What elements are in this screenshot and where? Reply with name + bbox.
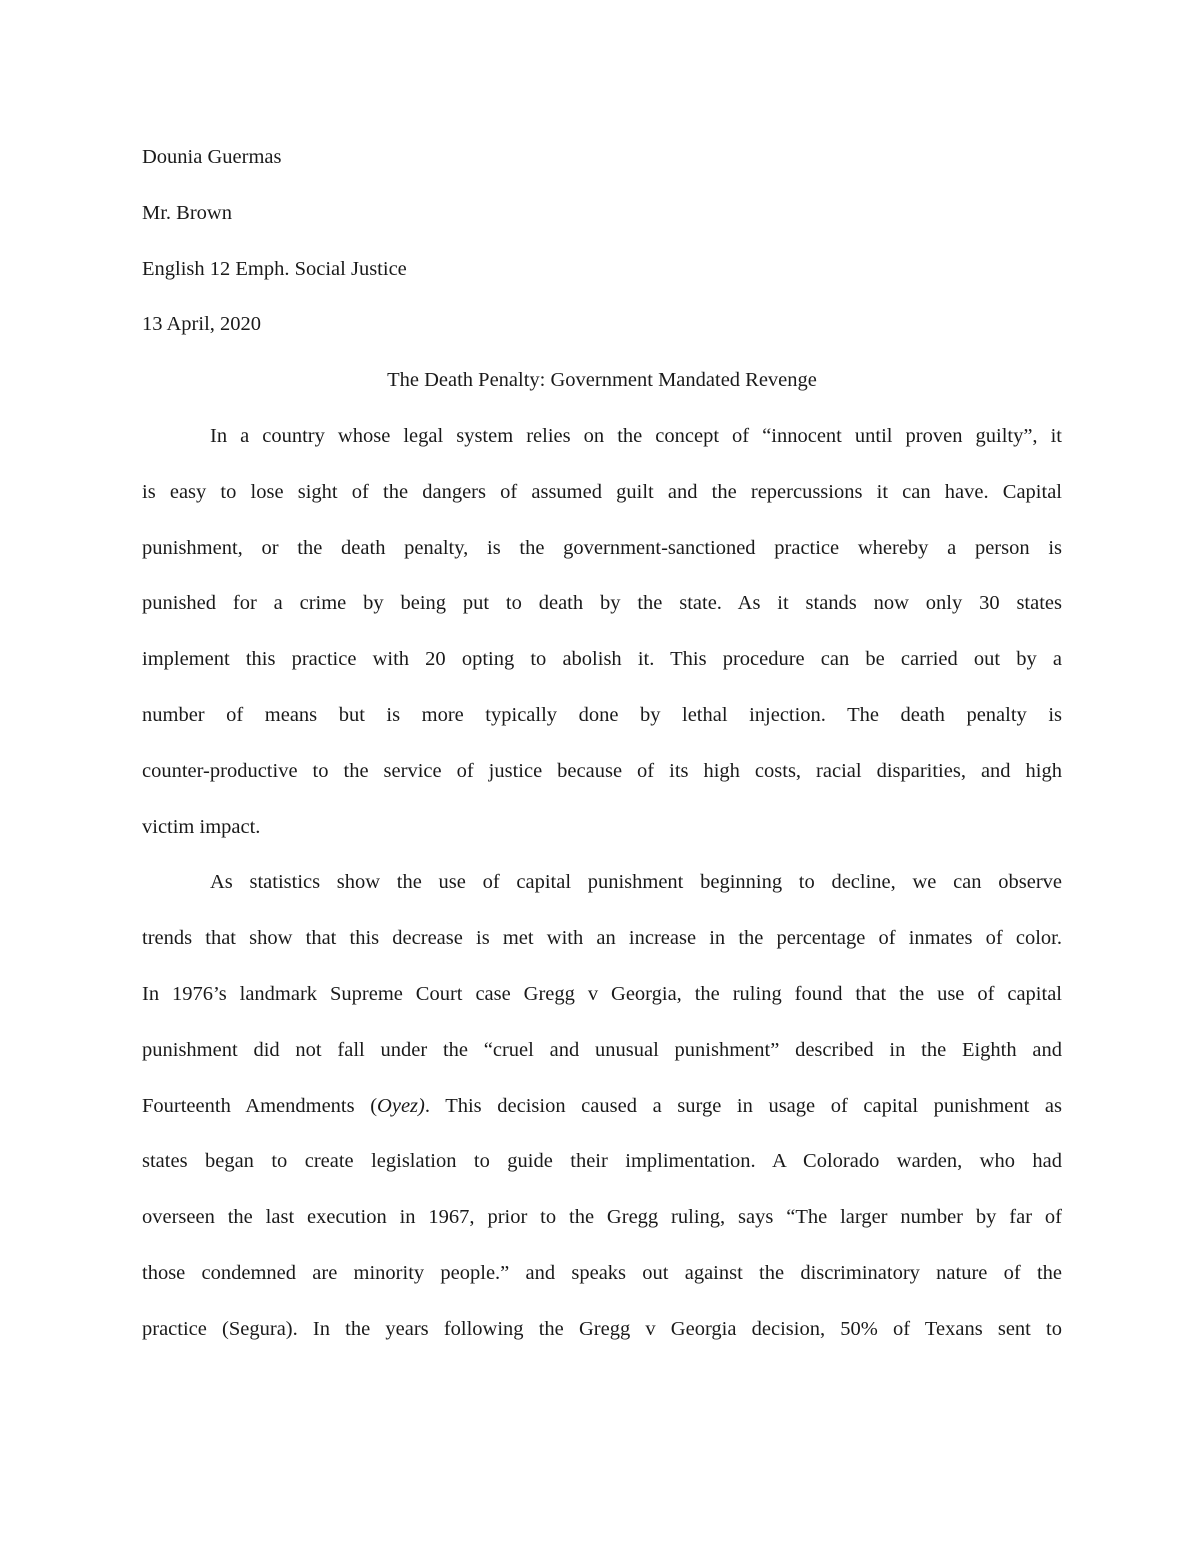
paragraph-line: punished for a crime by being put to death by the state. As it stands now only 30 states [142,592,1062,615]
paragraph-line: number of means but is more typically done by lethal injection. The death penalty is [142,703,1062,726]
citation-oyez: Oyez) [377,1094,425,1117]
paragraph-line: As statistics show the use of capital punishment beginning to decline, we can observe [210,871,1062,894]
paragraph-line: punishment, or the death penalty, is the government-sanctioned practice whereby a person is [142,536,1062,559]
paragraph-line: In 1976’s landmark Supreme Court case Gregg v Georgia, the ruling found that the use of capital [142,982,1062,1005]
course-name: English 12 Emph. Social Justice [142,257,407,280]
student-name: Dounia Guermas [142,146,282,168]
paragraph-line: counter-productive to the service of justice because of its high costs, racial disparities, and high [142,759,1062,782]
paragraph-2 [142,862,1062,1364]
essay-date: 13 April, 2020 [142,313,262,336]
essay-body [142,137,1062,1365]
paragraph-line: victim impact. [142,815,261,838]
paragraph-line: implement this practice with 20 opting to abolish it. This procedure can be carried out by a [142,648,1062,671]
paragraph-line: those condemned are minority people.” and speaks out against the discriminatory nature of the [142,1261,1062,1284]
line-text: Fourteenth Amendments ( [142,1094,378,1117]
teacher-name: Mr. Brown [142,201,232,224]
paragraph-line: trends that show that this decrease is met with an increase in the percentage of inmates of color. [142,927,1062,950]
paragraph-line: is easy to lose sight of the dangers of assumed guilt and the repercussions it can have. Capital [142,480,1062,503]
paragraph-line: punishment did not fall under the “cruel and unusual punishment” described in the Eighth and [142,1038,1062,1061]
essay-title: The Death Penalty: Government Mandated Revenge [387,369,817,392]
paragraph-line: practice (Segura). In the years following the Gregg v Georgia decision, 50% of Texans sent to [142,1317,1062,1340]
paragraph-line: states began to create legislation to guide their implimentation. A Colorado warden, who had [142,1150,1062,1173]
line-text: . This decision caused a surge in usage of capital punishment as [424,1094,1062,1117]
paragraph-line-with-citation [142,1086,1062,1142]
paragraph-line: In a country whose legal system relies on the concept of “innocent until proven guilty”, it [210,424,1062,447]
paragraph-1 [142,416,1062,862]
paragraph-line: overseen the last execution in 1967, prior to the Gregg ruling, says “The larger number by far of [142,1206,1062,1229]
